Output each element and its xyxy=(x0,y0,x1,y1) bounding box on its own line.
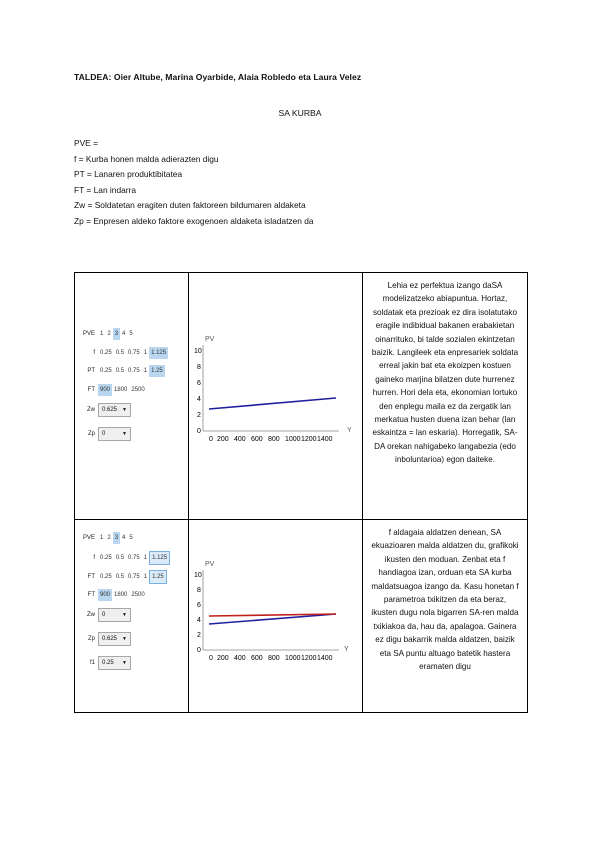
x-tick-label: 600 xyxy=(251,655,263,662)
pve-option[interactable]: 1 xyxy=(100,331,104,337)
x-tick-label: 0 xyxy=(209,655,213,662)
controls-cell xyxy=(75,273,189,520)
chevron-down-icon: ▼ xyxy=(122,612,127,618)
y-tick-label: 8 xyxy=(197,587,201,594)
zp-dropdown[interactable] xyxy=(98,427,131,441)
ft-selector[interactable] xyxy=(81,384,147,396)
x-tick-label: 200 xyxy=(217,655,229,662)
y-axis-label: PV xyxy=(205,336,215,343)
f-option[interactable]: 0.25 xyxy=(100,555,112,561)
f-label: f xyxy=(93,350,95,356)
f-option-selected[interactable]: 1.125 xyxy=(149,551,170,565)
pve-option[interactable]: 2 xyxy=(107,331,111,337)
f1-label: f1 xyxy=(89,660,95,666)
pt-option-selected[interactable]: 1.25 xyxy=(149,570,167,584)
f-option[interactable]: 0.5 xyxy=(115,555,125,561)
pt-option[interactable]: 1 xyxy=(143,574,148,580)
pve-option[interactable]: 4 xyxy=(122,331,126,337)
x-tick-label: 800 xyxy=(268,655,280,662)
results-table xyxy=(74,272,528,713)
x-tick-label: 1000 xyxy=(285,655,301,662)
f1-dropdown[interactable] xyxy=(98,656,131,670)
pve-option-selected[interactable]: 3 xyxy=(113,532,120,544)
pt-option[interactable]: 0.75 xyxy=(128,368,140,374)
pt-option[interactable]: 1 xyxy=(143,368,148,374)
f-option-selected[interactable]: 1.125 xyxy=(149,347,168,359)
f-selector[interactable] xyxy=(81,551,170,565)
ft-option-selected[interactable]: 900 xyxy=(98,384,112,396)
zw-dropdown[interactable] xyxy=(98,403,131,417)
zp-label: Zp xyxy=(87,636,95,642)
pve-selector[interactable] xyxy=(81,532,135,544)
ft-selector[interactable] xyxy=(81,589,147,601)
chevron-down-icon: ▼ xyxy=(122,636,127,642)
ft-label: FT xyxy=(87,592,95,598)
zw-row xyxy=(81,608,131,622)
zp-label: Zp xyxy=(87,431,95,437)
pve-label: PVE xyxy=(82,331,95,337)
x-tick-label: 600 xyxy=(251,436,263,443)
y-tick-label: 8 xyxy=(197,364,201,371)
f-option[interactable]: 0.25 xyxy=(100,350,112,356)
f-option[interactable]: 0.75 xyxy=(128,350,140,356)
zp-row xyxy=(81,427,131,441)
definition-pve: PVE = xyxy=(74,138,98,148)
pt-selector[interactable] xyxy=(81,365,165,377)
pt-selector[interactable] xyxy=(81,570,167,584)
definition-zw: Zw = Soldatetan eragiten duten faktoreen bildumaren aldaketa xyxy=(74,200,306,211)
f-label: f xyxy=(93,555,95,561)
pt-label: FT xyxy=(87,574,95,580)
definition-f: f = Kurba honen malda adierazten digu xyxy=(74,153,219,164)
x-axis-label: Y xyxy=(347,427,352,434)
y-tick-label: 6 xyxy=(197,380,201,387)
explanation-cell xyxy=(363,520,528,713)
x-axis-label: Y xyxy=(344,646,349,653)
f1-row xyxy=(81,656,131,670)
f-option[interactable]: 1 xyxy=(143,350,148,356)
ft-option-selected[interactable]: 900 xyxy=(98,589,112,601)
y-tick-label: 10 xyxy=(194,348,202,355)
x-tick-label: 1400 xyxy=(317,436,333,443)
x-tick-label: 1200 xyxy=(301,436,317,443)
x-tick-label: 1000 xyxy=(285,436,301,443)
zw-row xyxy=(81,403,131,417)
x-tick-label: 400 xyxy=(234,436,246,443)
f-selector[interactable] xyxy=(81,347,168,359)
y-tick-label: 2 xyxy=(197,632,201,639)
y-tick-label: 2 xyxy=(197,412,201,419)
sa-curve-line xyxy=(209,398,336,409)
definition-ft: FT = Lan indarra xyxy=(74,184,136,195)
pt-option[interactable]: 0.5 xyxy=(115,574,125,580)
definitions-list xyxy=(74,136,314,230)
x-tick-label: 0 xyxy=(209,436,213,443)
y-tick-label: 4 xyxy=(197,396,201,403)
ft-label: FT xyxy=(87,387,95,393)
y-tick-label: 0 xyxy=(197,647,201,654)
pve-option-selected[interactable]: 3 xyxy=(113,328,120,340)
sa-chart-1 xyxy=(189,273,363,514)
x-tick-label: 1200 xyxy=(301,655,317,662)
pt-option[interactable]: 0.75 xyxy=(128,574,140,580)
ft-option[interactable]: 1800 xyxy=(114,387,128,393)
zp-value: 0 xyxy=(102,431,106,437)
zp-value: 0.625 xyxy=(102,636,118,642)
x-tick-label: 200 xyxy=(217,436,229,443)
pve-option[interactable]: 1 xyxy=(100,535,104,541)
y-axis-label: PV xyxy=(205,561,215,568)
y-tick-label: 4 xyxy=(197,617,201,624)
chevron-down-icon: ▼ xyxy=(122,431,127,437)
x-tick-label: 800 xyxy=(268,436,280,443)
pve-label: PVE xyxy=(82,535,95,541)
chevron-down-icon: ▼ xyxy=(122,407,127,413)
zp-dropdown[interactable] xyxy=(98,632,131,646)
ft-option[interactable]: 2500 xyxy=(131,387,145,393)
zp-row xyxy=(81,632,131,646)
pt-option[interactable]: 0.5 xyxy=(115,368,125,374)
definition-pt: PT = Lanaren produktibitatea xyxy=(74,169,183,180)
pve-option[interactable]: 4 xyxy=(122,535,126,541)
x-tick-label: 400 xyxy=(234,655,246,662)
y-tick-label: 10 xyxy=(194,572,202,579)
pt-option[interactable]: 0.25 xyxy=(100,574,112,580)
pve-option[interactable]: 5 xyxy=(129,535,133,541)
explanation-text: f aldagaia aldatzen denean, SA ekuazioaren malda aldatzen du, grafikoki ikusten den moduan. Zenbat eta f handiagoa izan, orduan eta SA kurba maldatsuagoa izango da. Kasu honetan f parametroa txikitzen da eta beraz, ikusten dugu nola bigarren SA-ren malda txikiakoa da, hau da, apalagoa. Gainera ez digu bakarrik malda aldatzen, baizik eta SA puntu altuago batetik hastera eramaten digu xyxy=(371,528,519,672)
ft-option[interactable]: 1800 xyxy=(114,592,128,598)
pt-label: PT xyxy=(87,368,95,374)
chart-cell xyxy=(189,520,363,713)
f-option[interactable]: 1 xyxy=(143,555,148,561)
table-row xyxy=(75,273,528,520)
zw-value: 0 xyxy=(102,612,106,618)
ft-option[interactable]: 2500 xyxy=(131,592,145,598)
sa-chart-2 xyxy=(189,520,363,707)
pve-selector[interactable] xyxy=(81,328,135,340)
zw-value: 0.625 xyxy=(102,407,118,413)
document-title: SA KURBA xyxy=(278,108,322,118)
pve-option[interactable]: 2 xyxy=(107,535,111,541)
authors-line: TALDEA: Oier Altube, Marina Oyarbide, Alaia Robledo eta Laura Velez xyxy=(74,72,362,82)
controls-cell xyxy=(75,520,189,713)
explanation-text: Lehia ez perfektua izango daSA modelizatzeko abiapuntua. Hortaz, soldatak eta prezioak ez dira isolatutako eragile indibidual bakanen erabakietan oinarrituko, bi talde sozialen ekintzetan baizik. Langileek eta enpresariek soldata erreal jakin bat eta ekoizpen kostuen gaineko marjina bilatzen dute hurrenez hurren. Hori dela eta, ekonomian lortuko den enplegu maila ez da zergatik lan merkatua husten duena izan behar (lan eskaintza = lan eskaria). Horregatik, SA-DA orekan nahigabeko langabezia (edo inboluntarioa) egon daiteke. xyxy=(371,281,519,465)
chart-cell xyxy=(189,273,363,520)
explanation-cell xyxy=(363,273,528,520)
f1-value: 0.25 xyxy=(102,660,114,666)
table-row xyxy=(75,520,528,713)
pt-option[interactable]: 0.25 xyxy=(100,368,112,374)
y-tick-label: 6 xyxy=(197,602,201,609)
zw-label: Zw xyxy=(87,407,95,413)
chevron-down-icon: ▼ xyxy=(122,660,127,666)
x-tick-label: 1400 xyxy=(317,655,333,662)
zw-dropdown[interactable] xyxy=(98,608,131,622)
definition-zp: Zp = Enpresen aldeko faktore exogenoen aldaketa isladatzen da xyxy=(74,215,314,226)
y-tick-label: 0 xyxy=(197,428,201,435)
pve-option[interactable]: 5 xyxy=(129,331,133,337)
f-option[interactable]: 0.5 xyxy=(115,350,125,356)
pt-option-selected[interactable]: 1.25 xyxy=(149,365,165,377)
zw-label: Zw xyxy=(87,612,95,618)
f-option[interactable]: 0.75 xyxy=(128,555,140,561)
